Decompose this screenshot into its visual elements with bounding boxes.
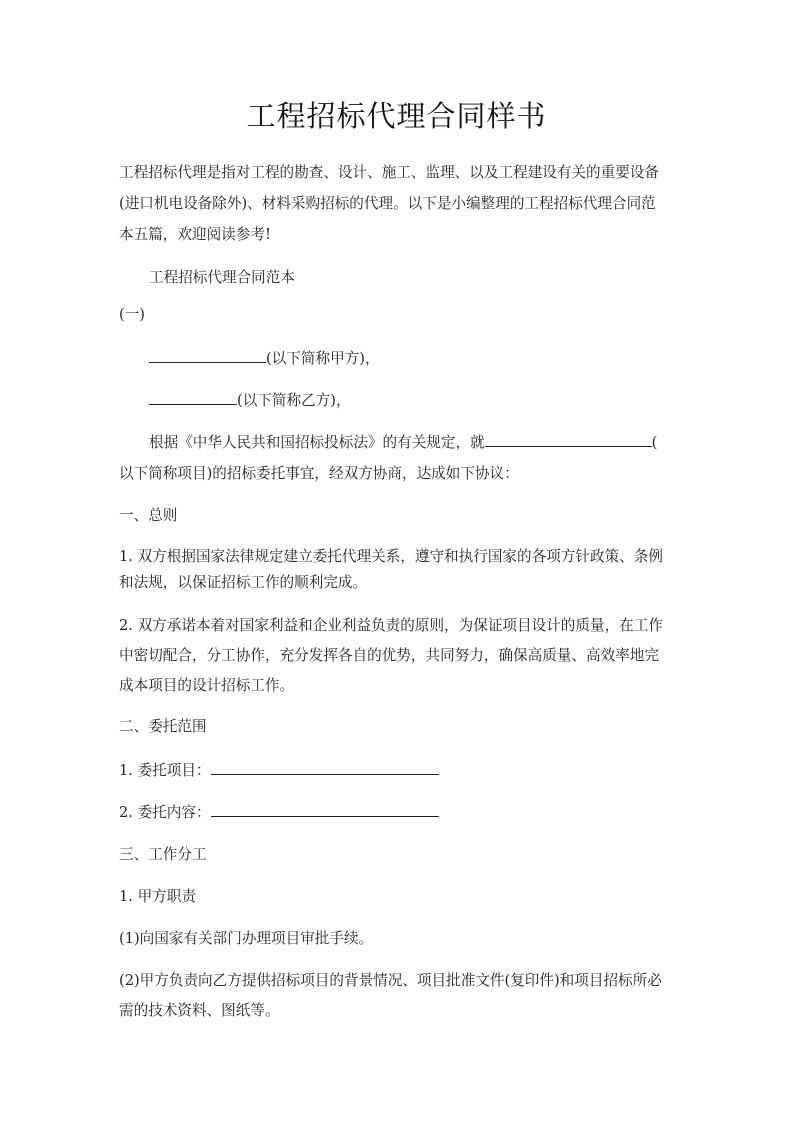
section-2-item-1 [119, 756, 677, 787]
party-a-duty-1: (1)向国家有关部门办理项目审批手续。 [119, 930, 374, 947]
basis-line-2: 以下简称项目)的招标委托事宜，经双方协商，达成如下协议： [119, 465, 519, 482]
section-1-heading: 一、总则 [119, 507, 178, 524]
party-b-blank[interactable] [149, 390, 237, 405]
entrusted-project-label: 1. 委托项目： [119, 762, 211, 779]
entrusted-content-label: 2. 委托内容： [119, 804, 211, 821]
intro-line-1: 工程招标代理是指对工程的勘查、设计、施工、监理、以及工程建设有关的重要设备 [119, 164, 659, 181]
party-b-line [149, 386, 707, 417]
section-1-item-1-line-1: 1. 双方根据国家法律规定建立委托代理关系，遵守和执行国家的各项方针政策、条例 [119, 548, 663, 565]
document-title: 工程招标代理合同样书 [246, 99, 547, 133]
basis-line-1 [149, 428, 707, 459]
section-1-item-2-line-1: 2. 双方承诺本着对国家利益和企业利益负责的原则，为保证项目设计的质量，在工作 [119, 617, 663, 634]
party-a-duty-2-line-1: (2)甲方负责向乙方提供招标项目的背景情况、项目批准文件(复印件)和项目招标所必 [119, 972, 662, 989]
entrusted-project-blank[interactable] [211, 760, 439, 775]
party-a-suffix: (以下简称甲方)， [266, 350, 380, 367]
party-a-duty-2-line-2: 需的技术资料、图纸等。 [119, 1002, 280, 1019]
sample-heading: 工程招标代理合同范本 [149, 269, 295, 286]
intro-line-2: (进口机电设备除外)、材料采购招标的代理。以下是小编整理的工程招标代理合同范 [119, 195, 656, 212]
project-name-blank[interactable] [485, 432, 652, 447]
section-1-item-2-line-2: 中密切配合，分工协作，充分发挥各自的优势，共同努力，确保高质量、高效率地完 [119, 647, 659, 664]
basis-suffix: ( [651, 434, 658, 451]
section-3-heading: 三、工作分工 [119, 846, 207, 863]
part-one-label: (一) [119, 306, 145, 323]
section-1-item-2-line-3: 成本项目的设计招标工作。 [119, 677, 295, 694]
party-b-suffix: (以下简称乙方)， [237, 392, 351, 409]
section-2-item-2 [119, 798, 677, 829]
party-a-duties-heading: 1. 甲方职责 [119, 888, 196, 905]
party-a-blank[interactable] [149, 348, 266, 363]
section-1-item-1-line-2: 和法规，以保证招标工作的顺利完成。 [119, 574, 368, 591]
intro-line-3: 本五篇，欢迎阅读参考! [119, 226, 271, 243]
party-a-line [149, 344, 707, 375]
section-2-heading: 二、委托范围 [119, 718, 207, 735]
entrusted-content-blank[interactable] [211, 802, 439, 817]
basis-prefix: 根据《中华人民共和国招标投标法》的有关规定，就 [149, 434, 485, 451]
